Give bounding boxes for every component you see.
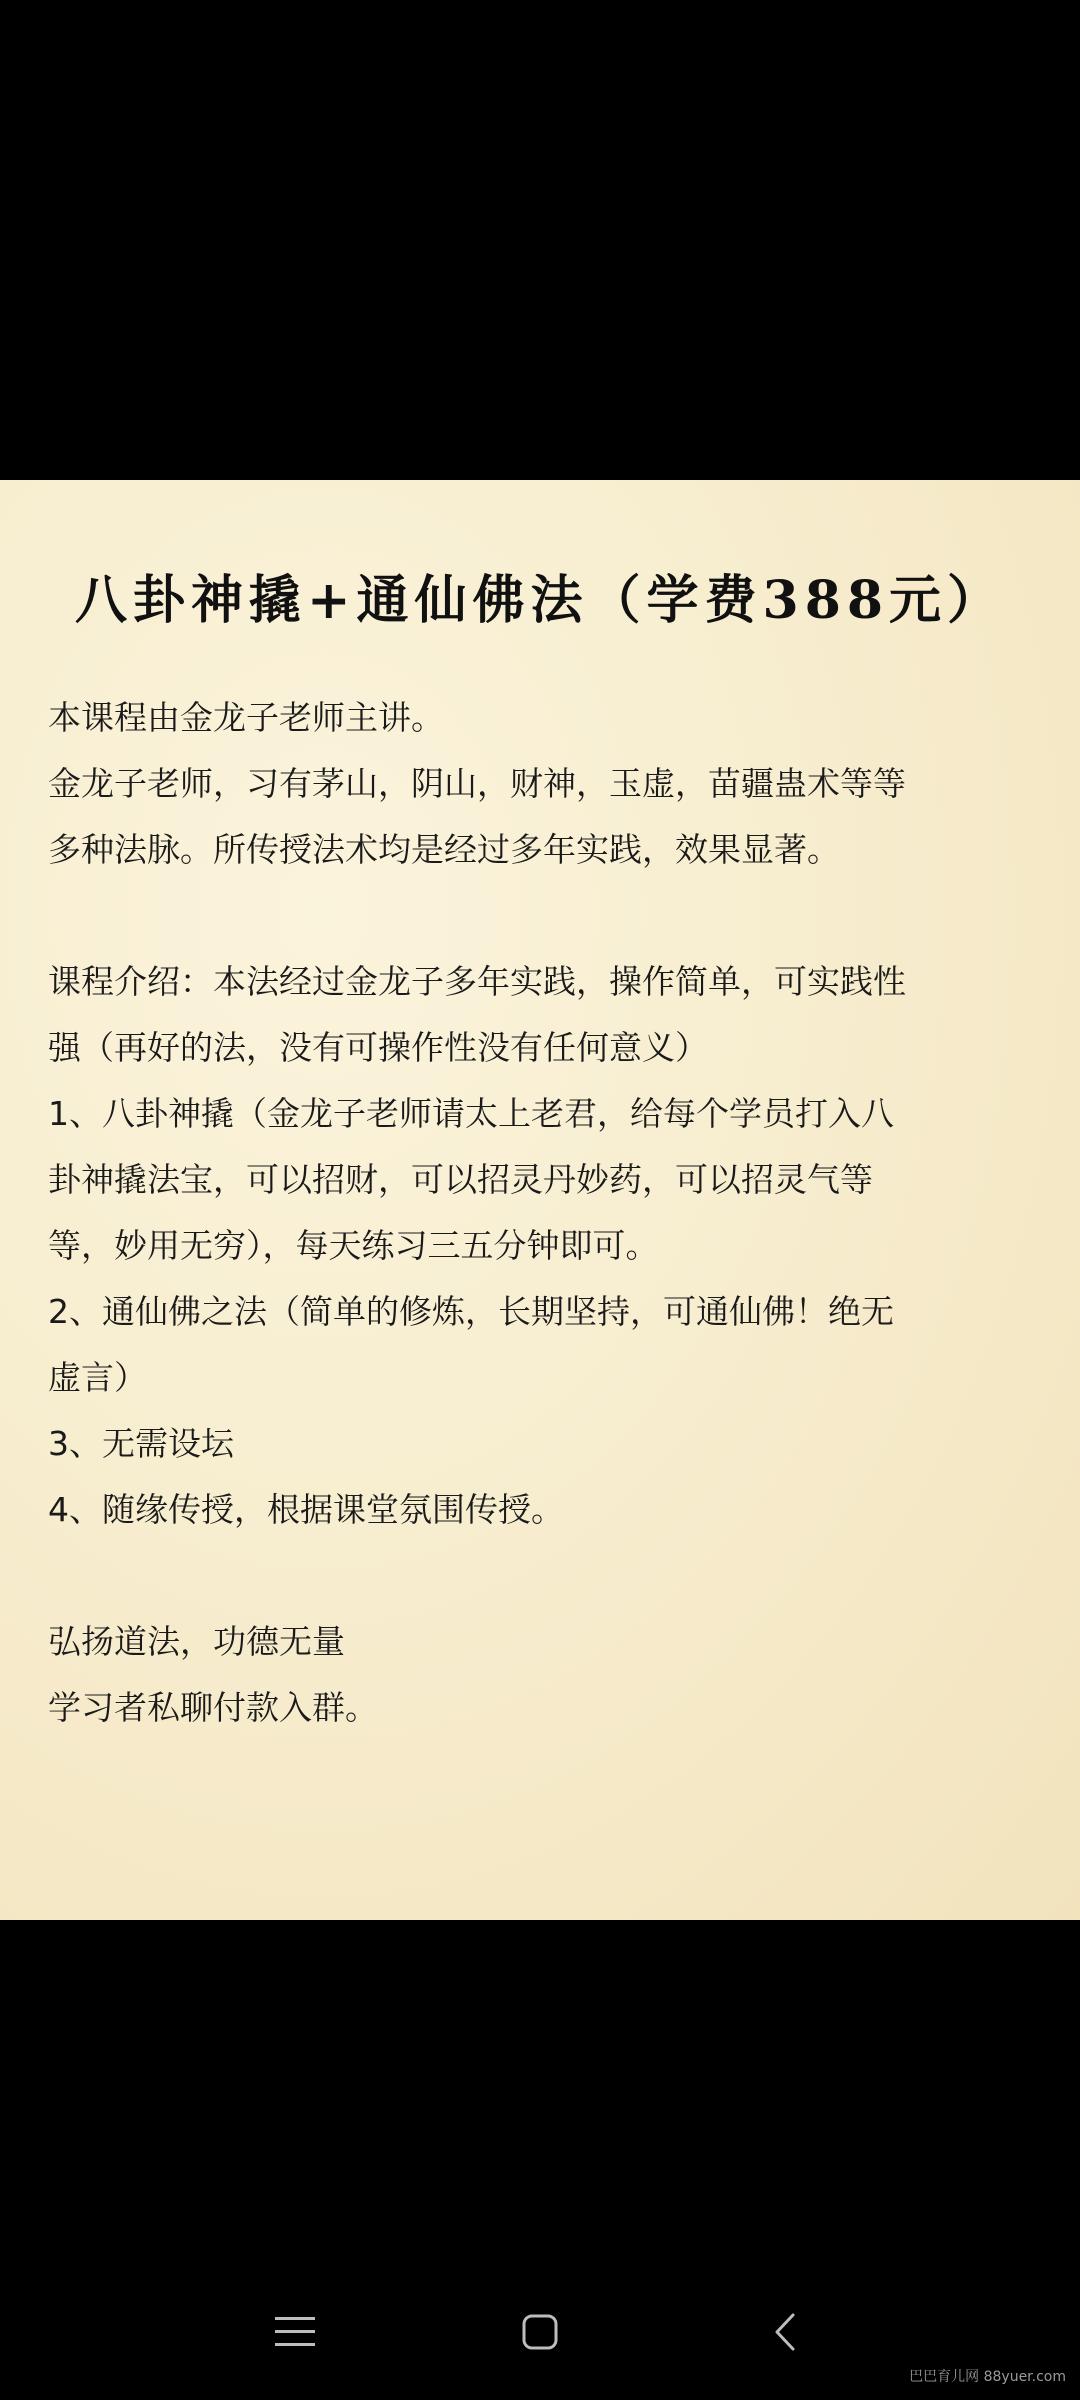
paragraph-gap — [48, 883, 1038, 949]
back-button[interactable] — [745, 2292, 825, 2372]
body-line: 1、八卦神撬（金龙子老师请太上老君，给每个学员打入八 — [48, 1094, 894, 1133]
menu-button[interactable] — [255, 2292, 335, 2372]
body-line: 等，妙用无穷），每天练习三五分钟即可。 — [48, 1226, 659, 1265]
body-line: 课程介绍：本法经过金龙子多年实践，操作简单，可实践性 — [48, 962, 906, 1001]
body-line: 3、无需设坛 — [48, 1424, 234, 1463]
paragraph-gap — [48, 1543, 1038, 1609]
body-line: 多种法脉。所传授法术均是经过多年实践，效果显著。 — [48, 830, 840, 869]
body-line: 2、通仙佛之法（简单的修炼，长期坚持，可通仙佛！绝无 — [48, 1292, 894, 1331]
body-line: 弘扬道法，功德无量 — [48, 1622, 345, 1661]
post-body — [48, 685, 1038, 1741]
body-line: 本课程由金龙子老师主讲。 — [48, 698, 444, 737]
body-line: 虚言） — [48, 1358, 147, 1397]
back-icon — [773, 2312, 797, 2352]
body-line: 金龙子老师，习有茅山，阴山，财神，玉虚，苗疆蛊术等等 — [48, 764, 906, 803]
body-line: 学习者私聊付款入群。 — [48, 1688, 378, 1727]
home-icon — [521, 2313, 559, 2351]
site-watermark: 巴巴育儿网 88yuer.com — [909, 2369, 1066, 2385]
body-line: 4、随缘传授，根据课堂氛围传授。 — [48, 1490, 564, 1529]
body-line: 强（再好的法，没有可操作性没有任何意义） — [48, 1028, 708, 1067]
menu-icon — [275, 2315, 315, 2349]
body-line: 卦神撬法宝，可以招财，可以招灵丹妙药，可以招灵气等 — [48, 1160, 873, 1199]
post-image — [0, 480, 1080, 1920]
home-button[interactable] — [500, 2292, 580, 2372]
post-title: 八卦神撬+通仙佛法（学费388元） — [74, 570, 1006, 631]
